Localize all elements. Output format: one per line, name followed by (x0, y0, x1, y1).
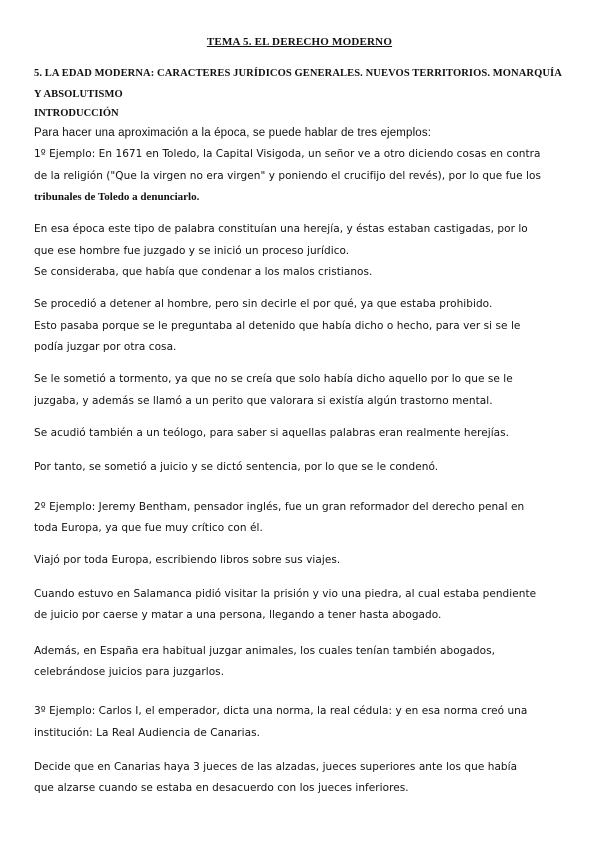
intro-label: INTRODUCCIÓN (34, 108, 119, 119)
paragraph-line: Se procedió a detener al hombre, pero sin decirle el por qué, ya que estaba prohibido. (34, 298, 493, 310)
paragraph-line: de juicio por caerse y matar a una persona, llegando a tener hasta abogado. (34, 609, 442, 621)
paragraph-line: Se consideraba, que había que condenar a los malos cristianos. (34, 266, 373, 278)
paragraph-line: que ese hombre fue juzgado y se inició un proceso jurídico. (34, 245, 350, 257)
paragraph-line: 1º Ejemplo: En 1671 en Toledo, la Capital Visigoda, un señor ve a otro diciendo cosas en contra (34, 148, 541, 160)
paragraph-line: podía juzgar por otra cosa. (34, 341, 177, 353)
paragraph-line: Para hacer una aproximación a la época, se puede hablar de tres ejemplos: (34, 127, 432, 139)
paragraph-line: Esto pasaba porque se le preguntaba al detenido que había dicho o hecho, para ver si se le (34, 320, 521, 332)
paragraph-line: toda Europa, ya que fue muy crítico con él. (34, 522, 263, 534)
paragraph-line: Además, en España era habitual juzgar animales, los cuales tenían también abogados, (34, 645, 495, 657)
paragraph-line: institución: La Real Audiencia de Canarias. (34, 727, 261, 739)
paragraph-line: Se le sometió a tormento, ya que no se creía que solo había dicho aquello por lo que se le (34, 373, 513, 385)
section-heading-line-2: Y ABSOLUTISMO (34, 89, 123, 100)
paragraph-line: En esa época este tipo de palabra constituían una herejía, y éstas estaban castigadas, por lo (34, 223, 528, 235)
paragraph-line: Por tanto, se sometió a juicio y se dictó sentencia, por lo que se le condenó. (34, 461, 439, 473)
paragraph-line: celebrándose juicios para juzgarlos. (34, 666, 225, 678)
paragraph-line: juzgaba, y además se llamó a un perito que valorara si existía algún trastorno mental. (34, 395, 493, 407)
paragraph-line: Viajó por toda Europa, escribiendo libros sobre sus viajes. (34, 554, 341, 566)
paragraph-line: Cuando estuvo en Salamanca pidió visitar la prisión y vio una piedra, al cual estaba pendiente (34, 588, 537, 600)
paragraph-line: 3º Ejemplo: Carlos I, el emperador, dicta una norma, la real cédula: y en esa norma creó una (34, 705, 528, 717)
paragraph-line: 2º Ejemplo: Jeremy Bentham, pensador inglés, fue un gran reformador del derecho penal en (34, 501, 525, 513)
paragraph-line: de la religión ("Que la virgen no era virgen" y poniendo el crucifijo del revés), por lo que fue los (34, 170, 541, 182)
page-title: TEMA 5. EL DERECHO MODERNO (206, 36, 393, 48)
section-heading-line-1: 5. LA EDAD MODERNA: CARACTERES JURÍDICOS GENERALES. NUEVOS TERRITORIOS. MONARQUÍA (34, 68, 562, 79)
paragraph-line: que alzarse cuando se estaba en desacuerdo con los jueces inferiores. (34, 782, 409, 794)
paragraph-line: Se acudió también a un teólogo, para saber si aquellas palabras eran realmente herejías. (34, 427, 510, 439)
paragraph-line: Decide que en Canarias haya 3 jueces de las alzadas, jueces superiores ante los que había (34, 761, 518, 773)
paragraph-line: tribunales de Toledo a denunciarlo. (34, 191, 200, 203)
